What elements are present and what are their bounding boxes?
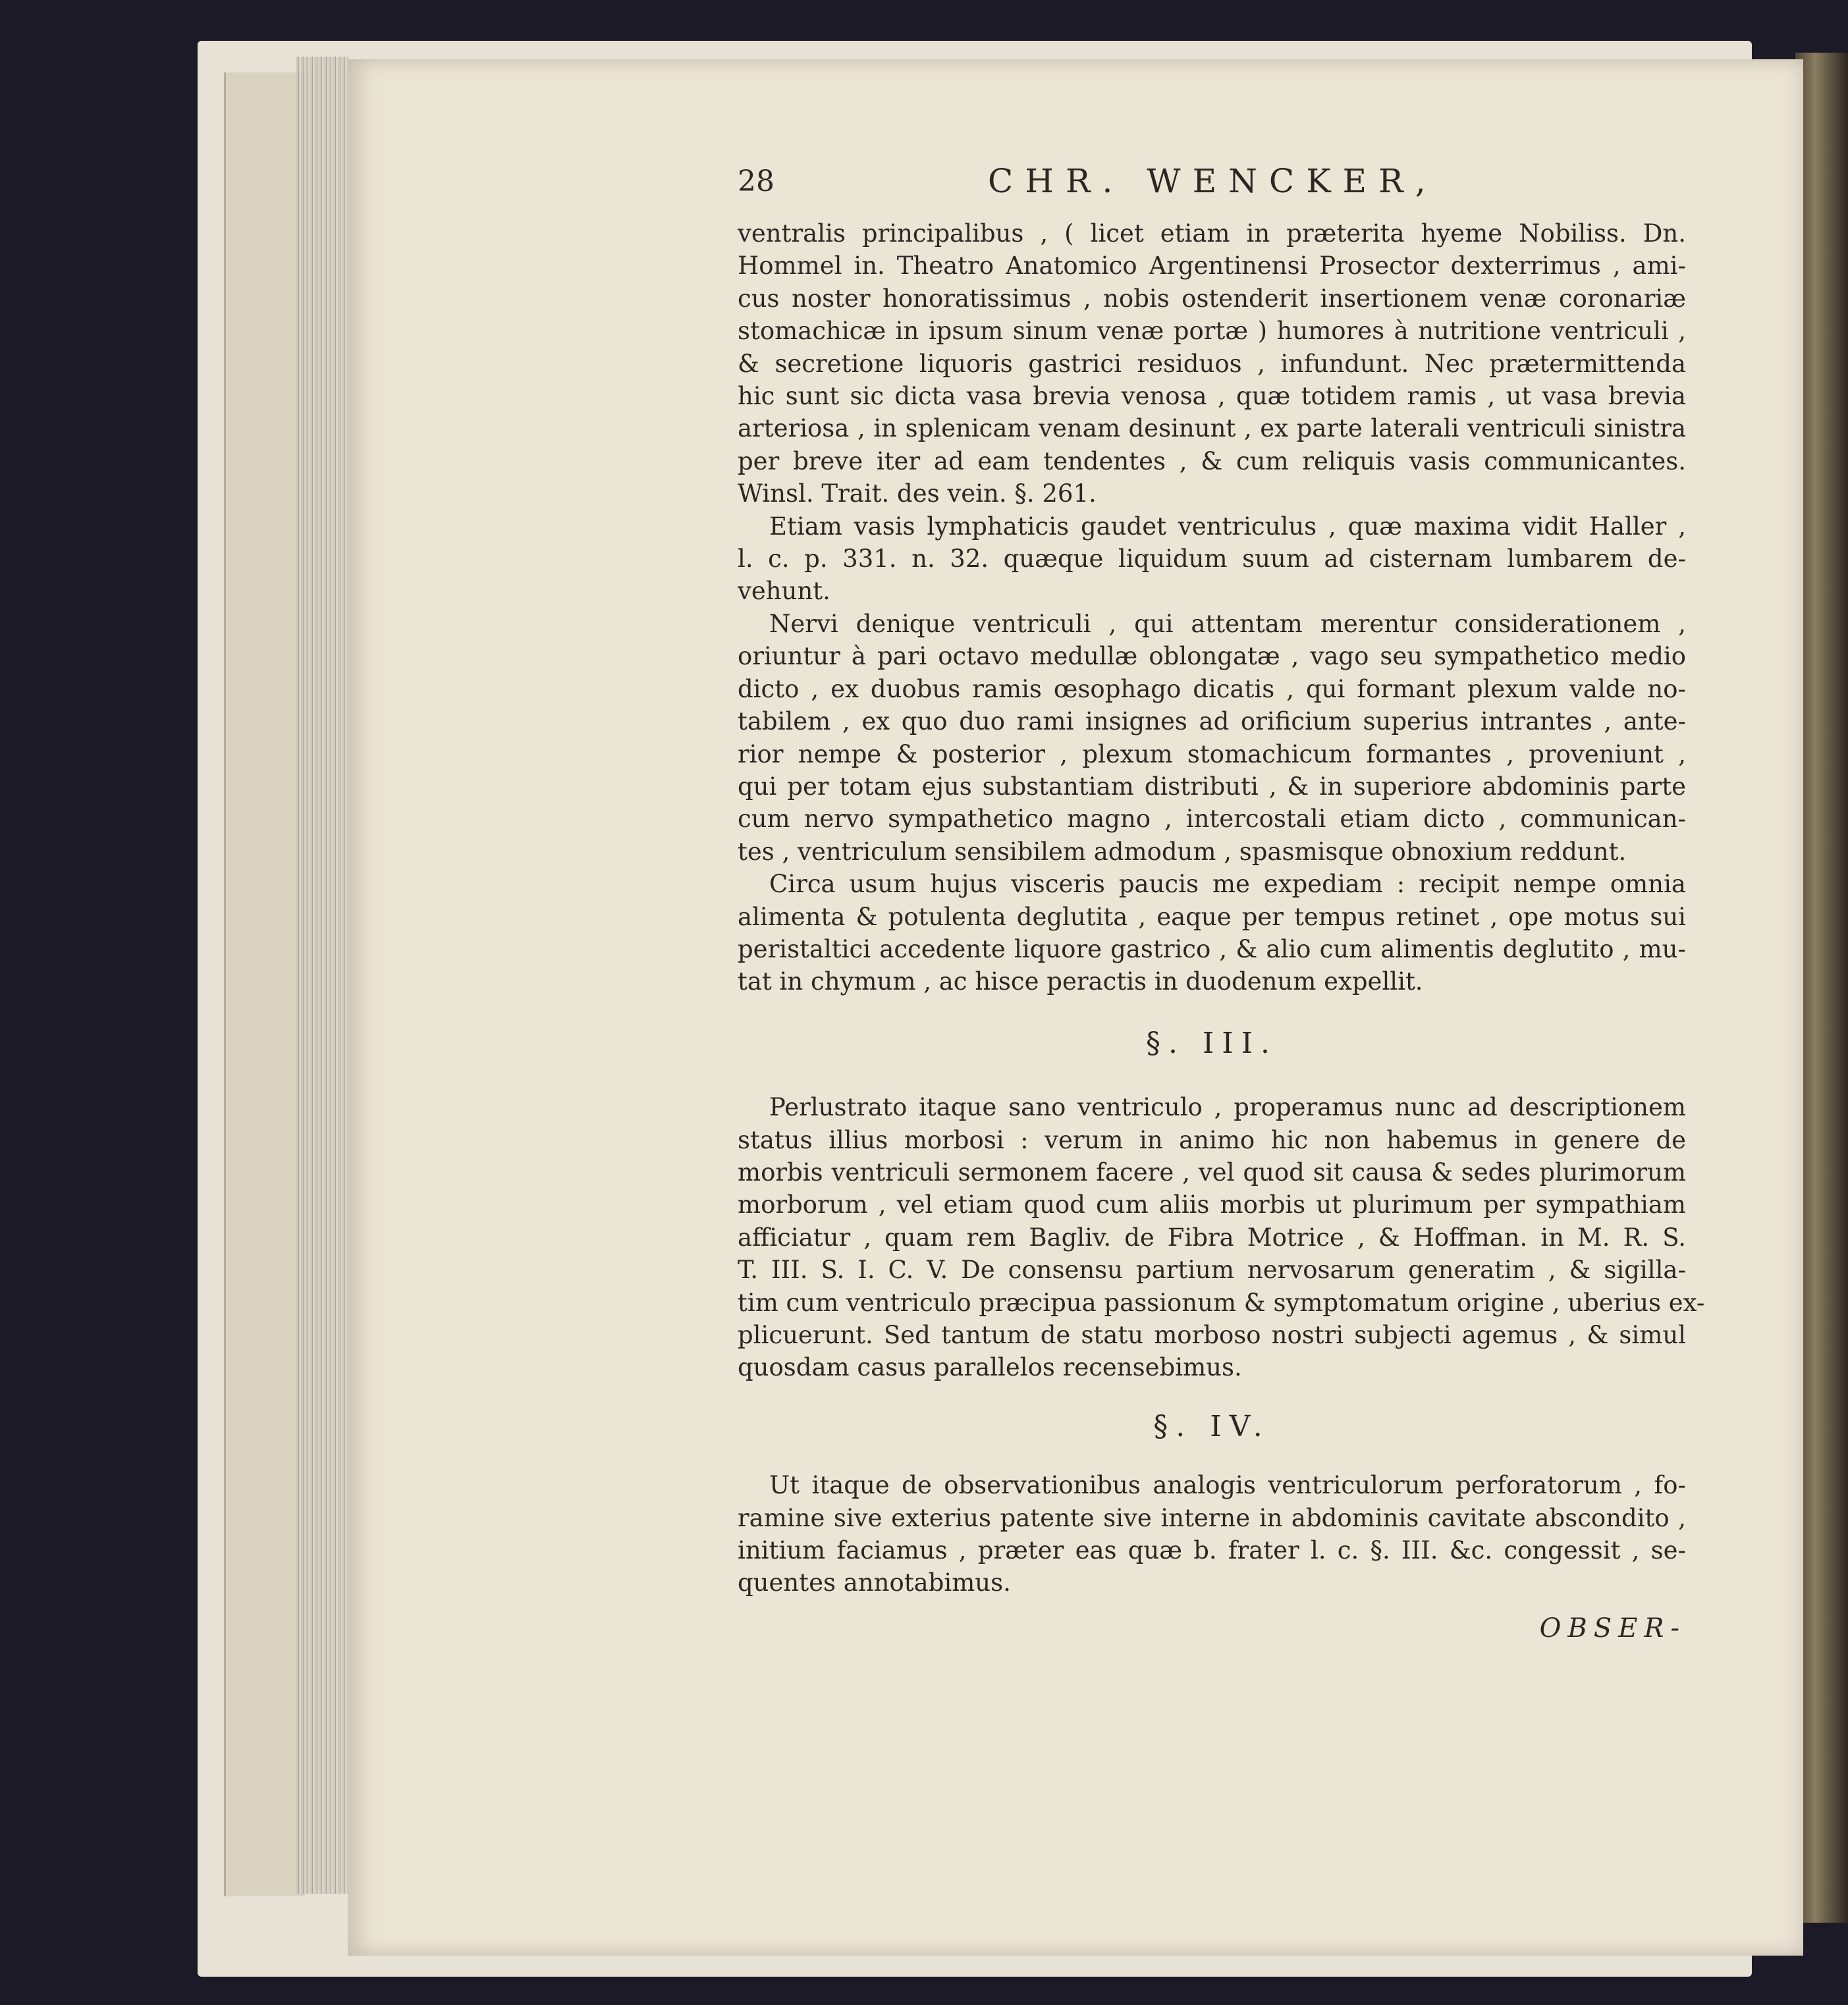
text-line: initium faciamus , præter eas quæ b. frater l. c. §. III. &c. congessit , se- (738, 1536, 1686, 1565)
text-line: plicuerunt. Sed tantum de statu morboso nostri subjecti agemus , & simul (738, 1321, 1686, 1349)
page-header (738, 162, 1686, 211)
text-line: ventralis principalibus , ( licet etiam in præterita hyeme Nobiliss. Dn. (738, 219, 1686, 248)
paragraph-5 (738, 1091, 1705, 1384)
text-line: quosdam casus parallelos recensebimus. (738, 1353, 1242, 1382)
paragraph-2 (738, 510, 1686, 608)
text-line: afficiatur , quam rem Bagliv. de Fibra Motrice , & Hoffman. in M. R. S. (738, 1223, 1686, 1252)
text-line: oriuntur à pari octavo medullæ oblongatæ , vago seu sympathetico medio (738, 642, 1686, 671)
text-line: qui per totam ejus substantiam distributi , & in superiore abdominis parte (738, 772, 1686, 801)
text-line: tat in chymum , ac hisce peractis in duodenum expellit. (738, 967, 1423, 996)
page-edge-strip (296, 57, 349, 1894)
running-head: CHR. WENCKER, (988, 162, 1438, 200)
section-heading: §. IV. (1153, 1409, 1270, 1443)
text-line: & secretione liquoris gastrici residuos , infundunt. Nec prætermittenda (738, 349, 1686, 378)
text-line: rior nempe & posterior , plexum stomachicum formantes , proveniunt , (738, 739, 1686, 768)
page-number: 28 (738, 165, 775, 198)
text-line: arteriosa , in splenicam venam desinunt , ex parte laterali ventriculi sinistra (738, 414, 1686, 443)
right-page-stack (1795, 53, 1848, 1923)
paragraph-3 (738, 608, 1686, 868)
text-line: Perlustrato itaque sano ventriculo , properamus nunc ad descriptionem (769, 1093, 1686, 1122)
text-line: status illius morbosi : verum in animo hic non habemus in genere de (738, 1125, 1686, 1154)
text-line: tabilem , ex quo duo rami insignes ad orificium superius intrantes , ante- (738, 707, 1686, 736)
text-line: quentes annotabimus. (738, 1568, 1011, 1597)
text-line: Hommel in. Theatro Anatomico Argentinensi Prosector dexterrimus , ami- (738, 252, 1686, 281)
section-heading: §. III. (1145, 1026, 1278, 1060)
text-line: T. III. S. I. C. V. De consensu partium nervosarum generatim , & sigilla- (738, 1256, 1686, 1285)
text-line: hic sunt sic dicta vasa brevia venosa , quæ totidem ramis , ut vasa brevia (738, 382, 1686, 411)
text-line: ramine sive exterius patente sive interne in abdominis cavitate abscondito , (738, 1503, 1686, 1532)
text-line: cus noster honoratissimus , nobis ostenderit insertionem venæ coronariæ (738, 284, 1686, 313)
text-line: Winsl. Trait. des vein. §. 261. (738, 479, 1097, 508)
text-line: tim cum ventriculo præcipua passionum & symptomatum origine , uberius ex- (738, 1288, 1705, 1317)
text-line: vehunt. (738, 577, 830, 606)
text-line: Ut itaque de observationibus analogis ventriculorum perforatorum , fo- (769, 1471, 1686, 1500)
text-line: Circa usum hujus visceris paucis me expediam : recipit nempe omnia (769, 870, 1686, 899)
paragraph-1 (738, 217, 1686, 510)
text-line: dicto , ex duobus ramis œsophago dicatis , qui formant plexum valde no- (738, 674, 1686, 703)
left-page-stack (224, 72, 305, 1896)
text-line: alimenta & potulenta deglutita , eaque per tempus retinet , ope motus sui (738, 902, 1686, 931)
text-line: Nervi denique ventriculi , qui attentam merentur considerationem , (769, 609, 1686, 638)
text-line: l. c. p. 331. n. 32. quæque liquidum suum ad cisternam lumbarem de- (738, 545, 1686, 574)
text-line: cum nervo sympathetico magno , intercostali etiam dicto , communican- (738, 805, 1686, 834)
text-line: per breve iter ad eam tendentes , & cum reliquis vasis communicantes. (738, 446, 1686, 475)
paragraph-6 (738, 1469, 1686, 1599)
catchword: OBSER- (1539, 1613, 1686, 1644)
text-line: stomachicæ in ipsum sinum venæ portæ ) humores à nutritione ventriculi , (738, 317, 1686, 346)
page-body (738, 217, 1705, 1645)
text-line: peristaltici accedente liquore gastrico , & alio cum alimentis deglutito , mu- (738, 934, 1686, 963)
text-line: morborum , vel etiam quod cum aliis morbis ut plurimum per sympathiam (738, 1190, 1686, 1219)
text-line: Etiam vasis lymphaticis gaudet ventriculus , quæ maxima vidit Haller , (769, 512, 1686, 541)
paragraph-4 (738, 868, 1686, 998)
text-line: tes , ventriculum sensibilem admodum , spasmisque obnoxium reddunt. (738, 837, 1627, 866)
text-line: morbis ventriculi sermonem facere , vel quod sit causa & sedes plurimorum (738, 1158, 1686, 1187)
